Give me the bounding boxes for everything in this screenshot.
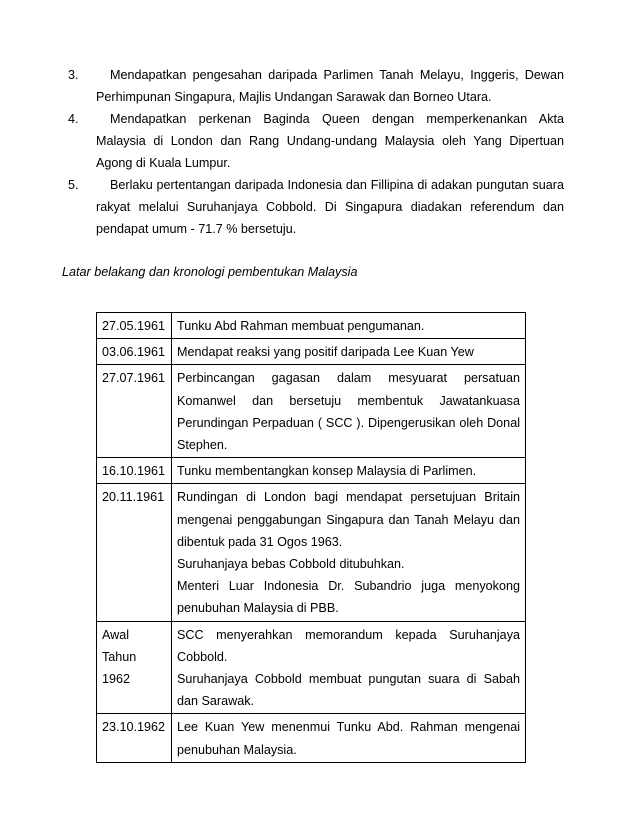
table-row <box>97 714 526 762</box>
list-text: Berlaku pertentangan daripada Indonesia dan Fillipina di adakan pungutan suara rakyat melalui Suruhanjaya Cobbold. Di Singapura diadakan referendum dan pendapat umum - 71.7 % bersetuju. <box>96 178 564 236</box>
timeline-table <box>96 312 526 763</box>
event-cell: Mendapat reaksi yang positif daripada Lee Kuan Yew <box>172 339 526 365</box>
table-row <box>97 365 526 458</box>
list-text: Mendapatkan pengesahan daripada Parlimen Tanah Melayu, Inggeris, Dewan Perhimpunan Singapura, Majlis Undangan Sarawak dan Borneo Utara. <box>96 68 564 104</box>
list-number: 3. <box>68 68 79 82</box>
section-subtitle: Latar belakang dan kronologi pembentukan Malaysia <box>62 265 358 279</box>
table-row <box>97 313 526 339</box>
table-row <box>97 458 526 484</box>
date-cell: 27.07.1961 <box>97 365 172 458</box>
event-cell: Lee Kuan Yew menenmui Tunku Abd. Rahman mengenai penubuhan Malaysia. <box>172 714 526 762</box>
list-text: Mendapatkan perkenan Baginda Queen dengan memperkenankan Akta Malaysia di London dan Rang Undang-undang Malaysia oleh Yang Dipertuan Agong di Kuala Lumpur. <box>96 112 564 170</box>
table-row <box>97 484 526 621</box>
event-cell: Perbincangan gagasan dalam mesyuarat persatuan Komanwel dan bersetuju membentuk Jawatankuasa Perundingan Perpaduan ( SCC ). Dipengerusikan oleh Donal Stephen. <box>172 365 526 458</box>
list-number: 4. <box>68 112 79 126</box>
list-item <box>68 64 564 108</box>
date-cell: 23.10.1962 <box>97 714 172 762</box>
date-cell: 20.11.1961 <box>97 484 172 621</box>
list-number: 5. <box>68 178 79 192</box>
event-cell: Tunku Abd Rahman membuat pengumanan. <box>172 313 526 339</box>
numbered-list <box>68 64 564 240</box>
date-cell: 03.06.1961 <box>97 339 172 365</box>
date-cell: Awal Tahun 1962 <box>97 621 172 714</box>
event-cell: SCC menyerahkan memorandum kepada Suruhanjaya Cobbold. Suruhanjaya Cobbold membuat pungutan suara di Sabah dan Sarawak. <box>172 621 526 714</box>
list-item <box>68 174 564 240</box>
list-item <box>68 108 564 174</box>
event-cell: Tunku membentangkan konsep Malaysia di Parlimen. <box>172 458 526 484</box>
table-row <box>97 339 526 365</box>
table-row <box>97 621 526 714</box>
date-cell: 16.10.1961 <box>97 458 172 484</box>
event-cell: Rundingan di London bagi mendapat persetujuan Britain mengenai penggabungan Singapura dan Tanah Melayu dan dibentuk pada 31 Ogos 1963. Suruhanjaya bebas Cobbold ditubuhkan. Menteri Luar Indonesia Dr. Subandrio juga menyokong penubuhan Malaysia di PBB. <box>172 484 526 621</box>
date-cell: 27.05.1961 <box>97 313 172 339</box>
